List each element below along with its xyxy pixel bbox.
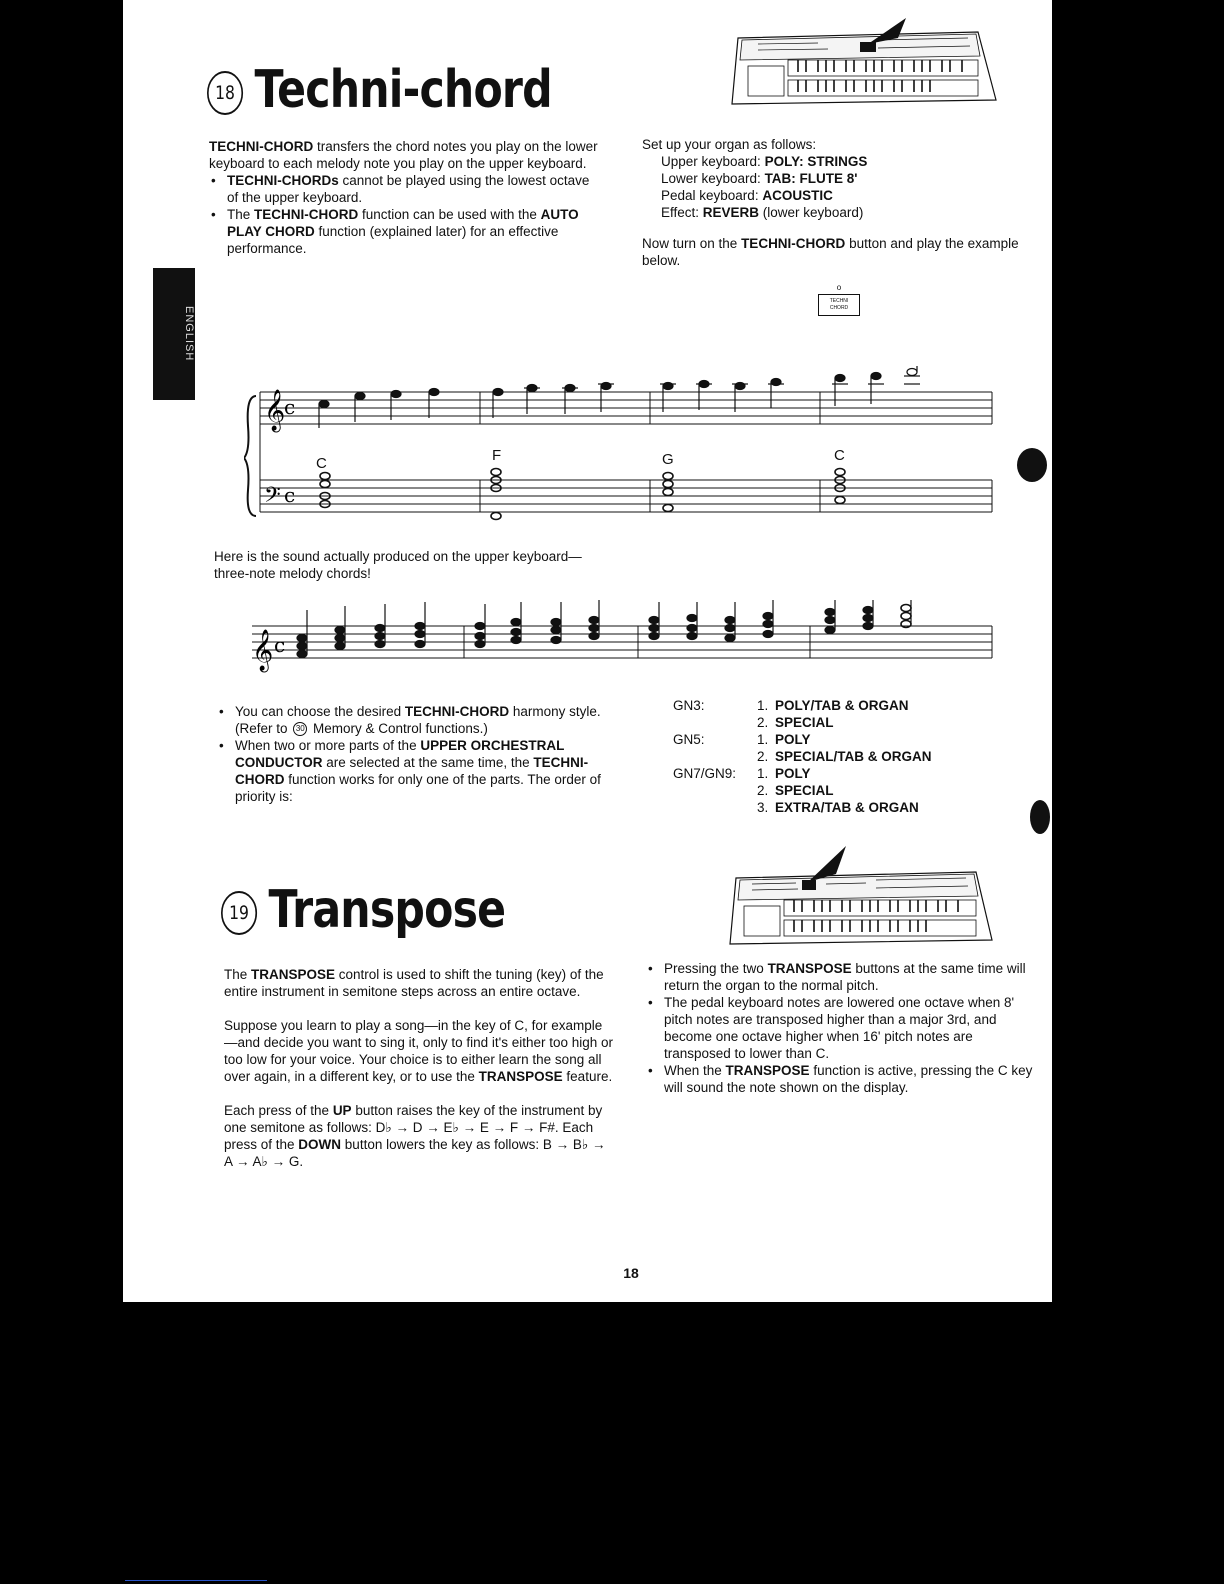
organ-illustration [728,16,998,108]
sound-produced-text: Here is the sound actually produced on the upper keyboard—three-note melody chords! [214,549,582,581]
list-item: • The TECHNI-CHORD function can be used with the AUTO PLAY CHORD function (explained later) for an effective performance. [209,206,601,257]
section-18-heading [207,60,628,120]
organ-illustration [726,842,994,948]
svg-text:c: c [284,395,296,419]
treble-clef: 𝄞 [264,390,286,431]
page-edge-mark [1017,448,1047,482]
priority-table [673,697,932,816]
table-row: GN3: 1. POLY/TAB & ORGAN [673,698,909,713]
grand-staff-example [244,366,994,526]
table-row: GN7/GN9: 1. POLY [673,766,811,781]
chord-label: F [492,447,502,464]
table-row: 2. SPECIAL/TAB & ORGAN [757,749,932,764]
section-19-heading [221,880,568,940]
table-row: GN5: 1. POLY [673,732,811,747]
table-row: 2. SPECIAL [757,783,834,798]
list-item: • The pedal keyboard notes are lowered one octave when 8' pitch notes are transposed higher than a major 3rd, and become one octave higher when 16' pitch notes are transposed to lower than C. [646,994,1038,1062]
melody-chords-staff [244,600,994,682]
list-item: • When the TRANSPOSE function is active, pressing the C key will sound the note shown on the display. [646,1062,1038,1096]
transpose-description: The TRANSPOSE control is used to shift the tuning (key) of the entire instrument in semitone steps across an entire octave. Suppose you learn to play a song—in the key of C, for example—and decide you want to sing it, only to find it's either too high or too low for your voice. Your choice is to either learn the song all over again, in a different key, or to use the TRANSPOSE feature. Each press of the UP button raises the key of the instrument by one semitone as follows: D♭ → D → E♭ → E → F → F#. Each press of the DOWN button lowers the key as follows: B → B♭ → A → A♭ → G. [224,967,614,1169]
page-number: 18 [623,1265,639,1281]
table-row: 3. EXTRA/TAB & ORGAN [757,800,919,815]
chord-label: G [662,451,674,468]
link-underline [125,1580,267,1581]
turn-on-instruction: Now turn on the TECHNI-CHORD button and play the example below. [642,236,1019,268]
table-row: 2. SPECIAL [757,715,834,730]
organ-setup: Set up your organ as follows: Upper keyboard: POLY: STRINGS Lower keyboard: TAB: FLUTE 8' Pedal keyboard: ACOUSTIC Effect: REVERB (lower keyboard) [642,137,868,220]
svg-text:c: c [284,483,296,507]
list-item: • When two or more parts of the UPPER ORCHESTRAL CONDUCTOR are selected at the same time, the TECHNI-CHORD function works for only one of the parts. The order of priority is: [217,737,607,805]
page-edge-mark [1030,800,1050,834]
list-item: • You can choose the desired TECHNI-CHORD harmony style. (Refer to 30 Memory & Control functions.) [217,703,607,737]
section-number-badge: 18 [207,71,243,115]
techni-chord-button[interactable]: o TECHNI CHORD [815,283,863,316]
list-item: • Pressing the two TRANSPOSE buttons at the same time will return the organ to the normal pitch. [646,960,1038,994]
section-title: Transpose [268,880,506,940]
transpose-notes [646,960,1038,1096]
list-item: • TECHNI-CHORDs cannot be played using the lowest octave of the upper keyboard. [209,172,601,206]
section-number-badge: 19 [221,891,257,935]
language-side-tab: ENGLISH [153,268,195,400]
svg-text:c: c [274,633,286,657]
chord-label: C [316,455,327,472]
bass-clef: 𝄢 [264,483,281,513]
svg-text:𝄞: 𝄞 [252,630,274,671]
chord-label: C [834,447,845,464]
section-title: Techni-chord [254,60,552,120]
techni-chord-notes [217,703,607,805]
techni-chord-intro: TECHNI-CHORD transfers the chord notes you play on the lower keyboard to each melody note you play on the upper keyboard. • TECHNI-CHORDs cannot be played using the lowest octave of the upper keyboard. • The TECHNI-CHORD function can be used with the AUTO PLAY CHORD function (explained later) for an effective performance. [209,138,601,257]
